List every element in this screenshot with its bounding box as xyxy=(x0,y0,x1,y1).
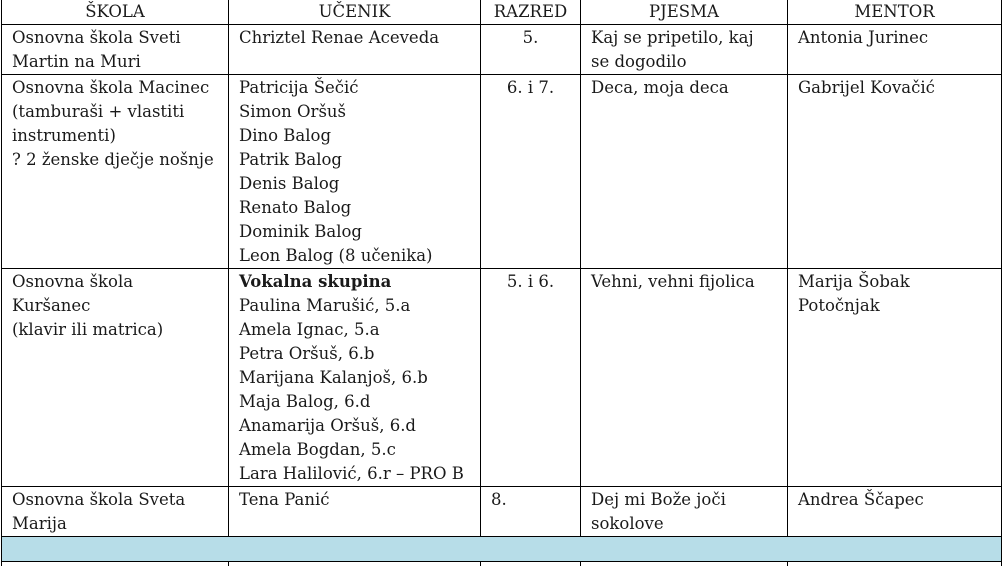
student-group-heading: Vokalna skupina xyxy=(239,270,470,294)
table-row xyxy=(2,487,1002,537)
school-line: Osnovna škola xyxy=(12,270,218,294)
grade-value: 8. xyxy=(491,488,570,512)
students-cell xyxy=(229,269,481,487)
school-line: (tamburaši + vlastiti xyxy=(12,100,218,124)
school-cell xyxy=(2,75,229,269)
header-row xyxy=(2,0,1002,25)
schools-table xyxy=(1,0,1002,566)
school-cell xyxy=(2,269,229,487)
grade-cell xyxy=(481,25,581,75)
school-line: Martin na Muri xyxy=(12,50,218,74)
table-body xyxy=(2,25,1002,566)
grade-cell xyxy=(481,75,581,269)
song-line: se dogodilo xyxy=(591,50,777,74)
song-line: Vehni, vehni fijolica xyxy=(591,270,777,294)
student-name: Amela Bogdan, 5.c xyxy=(239,438,470,462)
student-name: Marijana Kalanjoš, 6.b xyxy=(239,366,470,390)
students-cell xyxy=(229,75,481,269)
school-line: (klavir ili matrica) xyxy=(12,318,218,342)
students-cell xyxy=(229,487,481,537)
school-line: Kuršanec xyxy=(12,294,218,318)
school-line: instrumenti) xyxy=(12,124,218,148)
mentor-cell xyxy=(788,25,1002,75)
table-row xyxy=(2,269,1002,487)
header-pjesma: PJESMA xyxy=(581,0,788,25)
student-name: Leon Balog (8 učenika) xyxy=(239,244,470,268)
mentor-cell xyxy=(788,487,1002,537)
mentor-line: Potočnjak xyxy=(798,294,991,318)
student-name: Renato Balog xyxy=(239,196,470,220)
student-name: Denis Balog xyxy=(239,172,470,196)
header-razred: RAZRED xyxy=(481,0,581,25)
student-name: Dino Balog xyxy=(239,124,470,148)
grade-value: 5. i 6. xyxy=(491,270,570,294)
school-cell xyxy=(2,25,229,75)
song-cell xyxy=(581,487,788,537)
student-name: Lara Halilović, 6.r – PRO B xyxy=(239,462,470,486)
song-line: Deca, moja deca xyxy=(591,76,777,100)
students-cell xyxy=(229,25,481,75)
student-name: Dominik Balog xyxy=(239,220,470,244)
header-skola: ŠKOLA xyxy=(2,0,229,25)
song-line: sokolove xyxy=(591,512,777,536)
student-name: Patrik Balog xyxy=(239,148,470,172)
song-cell xyxy=(581,269,788,487)
student-name: Maja Balog, 6.d xyxy=(239,390,470,414)
school-cell xyxy=(2,487,229,537)
song-cell xyxy=(581,25,788,75)
highlight-row xyxy=(2,537,1002,562)
grade-cell xyxy=(481,269,581,487)
grade-value: 5. xyxy=(491,26,570,50)
student-name: Anamarija Oršuš, 6.d xyxy=(239,414,470,438)
school-line: Marija xyxy=(12,512,218,536)
student-name: Petra Oršuš, 6.b xyxy=(239,342,470,366)
header-mentor: MENTOR xyxy=(788,0,1002,25)
school-line: ? 2 ženske dječje nošnje xyxy=(12,148,218,172)
mentor-cell xyxy=(788,75,1002,269)
student-name: Amela Ignac, 5.a xyxy=(239,318,470,342)
mentor-line: Marija Šobak xyxy=(798,270,991,294)
school-line: Osnovna škola Macinec xyxy=(12,76,218,100)
mentor-line: Andrea Ščapec xyxy=(798,488,991,512)
student-name: Tena Panić xyxy=(239,488,470,512)
student-name: Simon Oršuš xyxy=(239,100,470,124)
school-line: Osnovna škola Sveta xyxy=(12,488,218,512)
table-row xyxy=(2,25,1002,75)
student-name: Patricija Šečić xyxy=(239,76,470,100)
mentor-line: Antonia Jurinec xyxy=(798,26,991,50)
mentor-line: Gabrijel Kovačić xyxy=(798,76,991,100)
student-name: Paulina Marušić, 5.a xyxy=(239,294,470,318)
grade-cell xyxy=(481,487,581,537)
table-row xyxy=(2,75,1002,269)
mentor-cell xyxy=(788,269,1002,487)
song-line: Kaj se pripetilo, kaj xyxy=(591,26,777,50)
highlight-cell xyxy=(2,537,1002,562)
grade-value: 6. i 7. xyxy=(491,76,570,100)
song-line: Dej mi Bože joči xyxy=(591,488,777,512)
song-cell xyxy=(581,75,788,269)
student-name: Chriztel Renae Aceveda xyxy=(239,26,470,50)
school-line: Osnovna škola Sveti xyxy=(12,26,218,50)
header-ucenik: UČENIK xyxy=(229,0,481,25)
